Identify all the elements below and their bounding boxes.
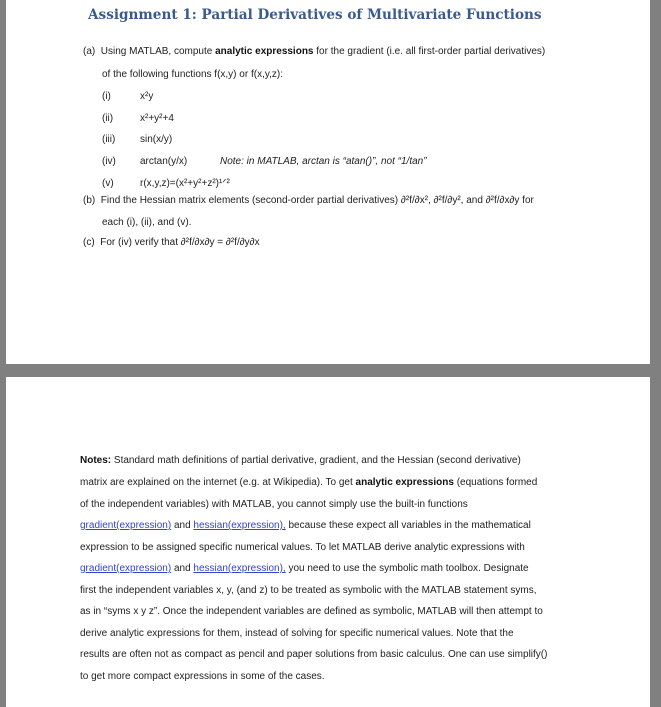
item-expression: sin(x/y) xyxy=(140,134,173,145)
hessian-link[interactable]: hessian(expression), xyxy=(193,520,286,531)
part-b-line-1 xyxy=(83,195,534,207)
notes-label: Notes: xyxy=(80,455,112,466)
notes-line-3: of the independent variables) with MATLAB, you cannot simply use the built-in functions xyxy=(80,499,468,510)
item-number: (iii) xyxy=(102,134,116,145)
item-number: (i) xyxy=(102,91,111,102)
item-number: (iv) xyxy=(102,156,116,167)
part-c-text: For (iv) verify that ∂²f/∂x∂y = ∂²f/∂y∂x xyxy=(100,237,260,248)
item-i xyxy=(102,91,154,103)
notes-bold: analytic expressions xyxy=(355,477,454,488)
item-number: (ii) xyxy=(102,113,114,124)
notes-text: Standard math definitions of partial derivative, gradient, and the Hessian (second derivative) xyxy=(111,455,521,466)
notes-line-9: derive analytic expressions for them, instead of solving for specific numerical values. Note that the xyxy=(80,628,514,639)
item-expression: arctan(y/x) xyxy=(140,156,188,167)
part-a-text: Using MATLAB, compute xyxy=(100,46,216,57)
notes-line-6 xyxy=(80,563,529,575)
gradient-link[interactable]: gradient(expression) xyxy=(80,563,172,574)
notes-text: you need to use the symbolic math toolbox. Designate xyxy=(285,563,529,574)
notes-line-8: as in “syms x y z”. Once the independent variables are defined as symbolic, MATLAB will then attempt to xyxy=(80,606,543,617)
item-ii xyxy=(102,113,174,125)
item-expression: x²y xyxy=(140,91,154,102)
notes-text: and xyxy=(171,563,194,574)
part-b-line-2: each (i), (ii), and (v). xyxy=(102,217,192,228)
notes-line-10: results are often not as compact as pencil and paper solutions from basic calculus. One can use simplify() xyxy=(80,649,548,660)
part-c-label: (c) xyxy=(83,237,95,248)
part-a-line-1 xyxy=(83,46,545,58)
part-c-line xyxy=(83,237,260,249)
notes-line-5: expression to be assigned specific numerical values. To let MATLAB derive analytic expressions with xyxy=(80,542,525,553)
notes-text: and xyxy=(171,520,194,531)
gradient-link[interactable]: gradient(expression) xyxy=(80,520,172,531)
item-expression: r(x,y,z)=(x²+y²+z²)¹ᐟ² xyxy=(140,178,230,189)
item-note: Note: in MATLAB, arctan is “atan()”, not “1/tan” xyxy=(220,156,427,167)
part-a-bold: analytic expressions xyxy=(215,46,314,57)
hessian-link[interactable]: hessian(expression), xyxy=(193,563,286,574)
item-number: (v) xyxy=(102,178,114,189)
notes-line-1 xyxy=(80,455,521,467)
notes-line-11: to get more compact expressions in some of the cases. xyxy=(80,671,325,682)
document-page-1 xyxy=(6,0,650,364)
notes-text: matrix are explained on the internet (e.g. at Wikipedia). To get xyxy=(80,477,356,488)
item-expression: x²+y²+4 xyxy=(140,113,174,124)
notes-line-2 xyxy=(80,477,537,489)
part-b-label: (b) xyxy=(83,195,96,206)
notes-line-7: first the independent variables x, y, (and z) to be treated as symbolic with the MATLAB statement syms, xyxy=(80,585,537,596)
notes-line-4 xyxy=(80,520,531,532)
notes-text: because these expect all variables in the mathematical xyxy=(285,520,531,531)
part-a-text-2: for the gradient (i.e. all first-order partial derivatives) xyxy=(313,46,546,57)
part-a-label: (a) xyxy=(83,46,96,57)
page-title: Assignment 1: Partial Derivatives of Multivariate Functions xyxy=(88,7,542,23)
document-page-2 xyxy=(6,377,650,707)
part-b-text: Find the Hessian matrix elements (second-order partial derivatives) ∂²f/∂x², ∂²f/∂y², and ∂²f/∂x∂y for xyxy=(100,195,534,206)
item-iii xyxy=(102,134,173,146)
item-v xyxy=(102,178,230,190)
part-a-line-2: of the following functions f(x,y) or f(x,y,z): xyxy=(102,69,283,80)
notes-text: (equations formed xyxy=(453,477,538,488)
item-iv xyxy=(102,156,427,168)
